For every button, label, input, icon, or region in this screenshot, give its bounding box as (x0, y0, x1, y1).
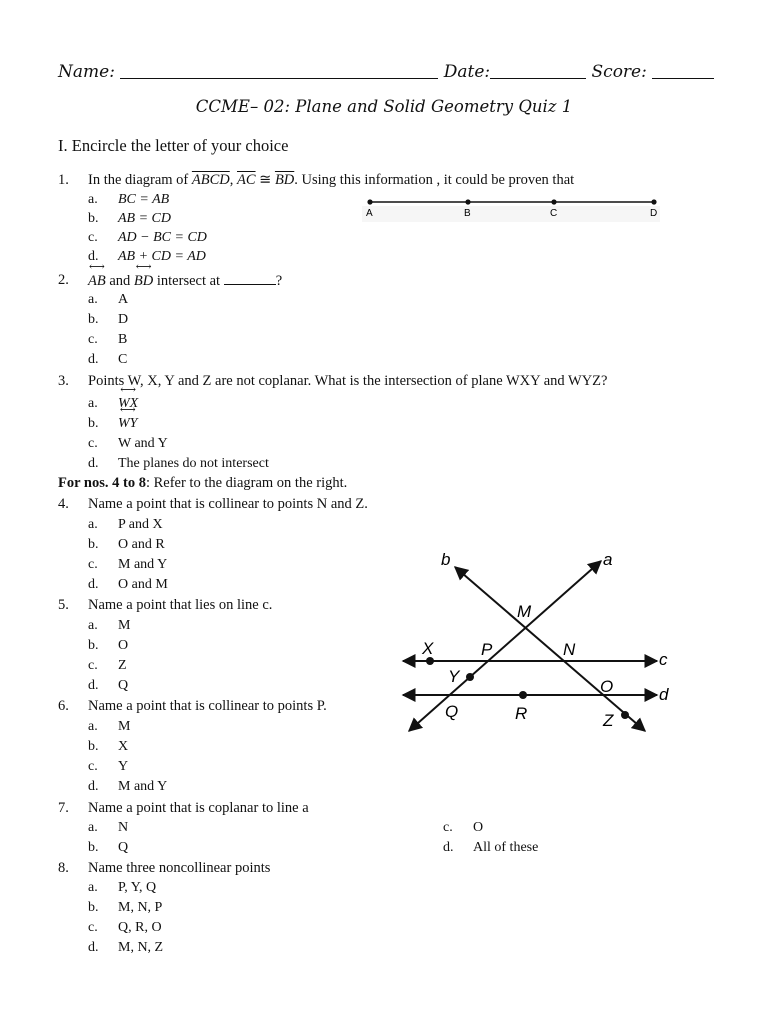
question-number: 3. (58, 373, 69, 389)
segment-diagram (360, 192, 665, 228)
option-letter: d. (88, 352, 99, 367)
option-text: AD − BC = CD (118, 230, 207, 245)
segment-bd: $\overline{BD}$ (274, 172, 295, 188)
q1-prefix: In the diagram of (88, 172, 192, 188)
point-z-dot (621, 711, 629, 719)
congruent-sign: ≅ (255, 172, 275, 188)
label-x: X (422, 639, 434, 658)
option-text: M (118, 618, 131, 633)
option-text: M and Y (118, 779, 168, 794)
option-text: O (118, 638, 129, 653)
point-a-label: A (366, 208, 373, 219)
question-text: Name a point that is collinear to points N and Z. (88, 496, 368, 512)
option-text: Z (118, 658, 127, 673)
date-label: Date: (443, 62, 491, 82)
question-text: Name a point that is coplanar to line a (88, 800, 309, 816)
question-text (88, 172, 574, 189)
option-text: A (118, 292, 129, 307)
option-text: Q, R, O (118, 920, 162, 935)
question-text: Name a point that is collinear to points P. (88, 698, 327, 714)
option-letter: a. (88, 396, 98, 411)
option-text: N (118, 820, 129, 835)
q2-and: and (105, 273, 134, 289)
label-d: d (659, 685, 669, 704)
option-text: M and Y (118, 557, 168, 572)
option-letter: c. (88, 436, 98, 451)
point-c-dot (551, 199, 556, 204)
option-letter: b. (88, 416, 99, 431)
option-letter: d. (443, 840, 454, 855)
option-letter: a. (88, 820, 98, 835)
option-text: BC = AB (118, 192, 170, 207)
question-number: 2. (58, 272, 69, 288)
option-text: ⟷ WX (118, 396, 138, 412)
option-letter: a. (88, 292, 98, 307)
option-letter: b. (88, 840, 99, 855)
label-c: c (659, 650, 668, 669)
question-number: 5. (58, 597, 69, 613)
line-bd: ⟷ BD (134, 273, 153, 290)
option-text: O and M (118, 577, 168, 592)
option-letter: b. (88, 537, 99, 552)
option-text: Y (118, 759, 129, 774)
question-number: 6. (58, 698, 69, 714)
question-text: Points W, X, Y and Z are not coplanar. What is the intersection of plane WXY and WYZ? (88, 373, 608, 389)
label-m: M (517, 602, 532, 621)
point-x-dot (426, 657, 434, 665)
label-z: Z (603, 711, 614, 730)
option-text: The planes do not intersect (118, 456, 269, 471)
point-b-dot (465, 199, 470, 204)
question-number: 1. (58, 172, 69, 188)
option-letter: b. (88, 211, 99, 226)
option-letter: c. (88, 920, 98, 935)
question-number: 7. (58, 800, 69, 816)
option-text: P and X (118, 517, 163, 532)
point-c-label: C (550, 208, 558, 219)
question-text: Name three noncollinear points (88, 860, 271, 876)
option-letter: d. (88, 456, 99, 471)
score-label: Score: (591, 62, 647, 82)
option-letter: a. (88, 517, 98, 532)
q2-suffix: intersect at (153, 273, 224, 289)
option-letter: d. (88, 940, 99, 955)
header-line (58, 60, 703, 82)
date-blank[interactable] (490, 60, 586, 79)
option-text: C (118, 352, 128, 367)
option-text: AB = CD (118, 211, 171, 226)
option-text: B (118, 332, 128, 347)
option-letter: d. (88, 577, 99, 592)
option-text: W and Y (118, 436, 168, 451)
option-text: Q (118, 678, 129, 693)
label-r: R (515, 704, 528, 723)
option-letter: c. (443, 820, 453, 835)
option-letter: c. (88, 557, 98, 572)
point-y-dot (466, 673, 474, 681)
option-letter: a. (88, 618, 98, 633)
question-number: 4. (58, 496, 69, 512)
note-bold: For nos. 4 to 8 (58, 475, 146, 491)
line-ab: ⟷ AB (88, 273, 106, 290)
option-letter: c. (88, 230, 98, 245)
option-text: All of these (473, 840, 539, 855)
label-b: b (441, 550, 451, 569)
name-blank[interactable] (120, 60, 438, 79)
option-letter: b. (88, 312, 99, 327)
point-d-label: D (650, 208, 658, 219)
note-rest: : Refer to the diagram on the right. (145, 475, 348, 491)
option-text: Q (118, 840, 129, 855)
point-a-dot (367, 199, 372, 204)
option-letter: d. (88, 678, 99, 693)
option-text: P, Y, Q (118, 880, 157, 895)
q1-sep: , (229, 172, 237, 188)
label-p: P (481, 640, 493, 659)
option-letter: c. (88, 658, 98, 673)
score-blank[interactable] (652, 60, 714, 79)
name-label: Name: (58, 62, 115, 82)
label-n: N (563, 640, 576, 659)
section-heading: I. Encircle the letter of your choice (58, 136, 289, 155)
option-letter: b. (88, 739, 99, 754)
option-letter: a. (88, 192, 98, 207)
option-text: M, N, Z (118, 940, 164, 955)
instructions-note (58, 475, 347, 492)
option-text: O (473, 820, 484, 835)
question-text (88, 272, 282, 290)
option-text: X (118, 739, 129, 754)
option-letter: a. (88, 880, 98, 895)
answer-blank[interactable] (224, 272, 276, 285)
question-text: Name a point that lies on line c. (88, 597, 273, 613)
option-letter: b. (88, 900, 99, 915)
quiz-title: CCME– 02: Plane and Solid Geometry Quiz 1 (195, 97, 573, 116)
option-letter: d. (88, 779, 99, 794)
point-r-dot (519, 691, 527, 699)
option-letter: a. (88, 719, 98, 734)
segment-ac: $\overline{AC}$ (237, 172, 256, 188)
q2-end: ? (275, 273, 283, 289)
option-letter: d. (88, 249, 99, 264)
question-number: 8. (58, 860, 69, 876)
point-b-label: B (464, 208, 471, 219)
option-text: AB + CD = AD (118, 249, 206, 264)
option-letter: c. (88, 332, 98, 347)
option-text: D (118, 312, 129, 327)
option-letter: c. (88, 759, 98, 774)
option-text: ⟷ WY (118, 416, 137, 432)
point-d-dot (651, 199, 656, 204)
option-letter: b. (88, 638, 99, 653)
option-text: M, N, P (118, 900, 163, 915)
geometry-figure (395, 545, 685, 745)
label-a: a (603, 550, 613, 569)
segment-abcd: ABCD (191, 172, 230, 188)
label-q: Q (445, 702, 459, 721)
option-text: M (118, 719, 131, 734)
label-y: Y (448, 667, 460, 686)
label-o: O (600, 677, 614, 696)
q1-suffix: . Using this information , it could be proven that (294, 172, 575, 188)
option-text: O and R (118, 537, 165, 552)
